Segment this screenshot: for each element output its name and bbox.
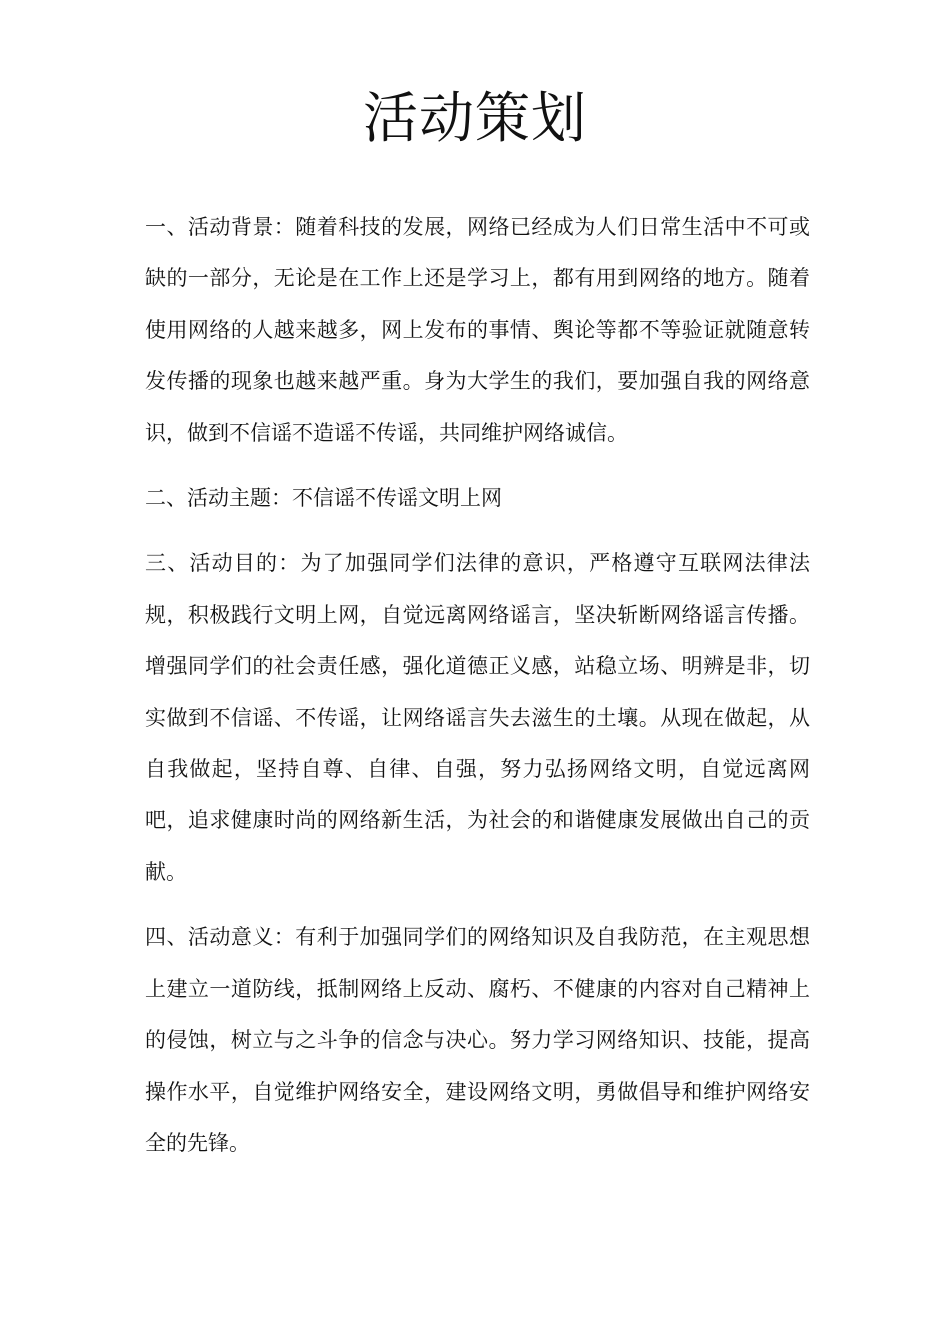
paragraph-theme: 二、活动主题：不信谣不传谣文明上网	[145, 486, 502, 511]
paragraph-purpose: 三、活动目的：为了加强同学们法律的意识，严格遵守互联网法律法规，积极践行文明上网，自觉远离网络谣言，坚决斩断网络谣言传播。增强同学们的社会责任感，强化道德正义感，站稳立场、明辨是非，切实做到不信谣、不传谣，让网络谣言失去滋生的土壤。从现在做起，从自我做起，坚持自尊、自律、自强，努力弘扬网络文明，自觉远离网吧，追求健康时尚的网络新生活，为社会的和谐健康发展做出自己的贡献。	[145, 551, 810, 884]
document-title: 活动策划	[362, 86, 587, 150]
document-body	[145, 202, 810, 1183]
paragraph-significance: 四、活动意义：有利于加强同学们的网络知识及自我防范，在主观思想上建立一道防线，抵制网络上反动、腐朽、不健康的内容对自己精神上的侵蚀，树立与之斗争的信念与决心。努力学习网络知识、技能，提高操作水平，自觉维护网络安全，建设网络文明，勇做倡导和维护网络安全的先锋。	[145, 925, 810, 1155]
paragraph-background: 一、活动背景：随着科技的发展，网络已经成为人们日常生活中不可或缺的一部分，无论是在工作上还是学习上，都有用到网络的地方。随着使用网络的人越来越多，网上发布的事情、舆论等都不等验证就随意转发传播的现象也越来越严重。身为大学生的我们，要加强自我的网络意识，做到不信谣不造谣不传谣，共同维护网络诚信。	[145, 215, 810, 445]
